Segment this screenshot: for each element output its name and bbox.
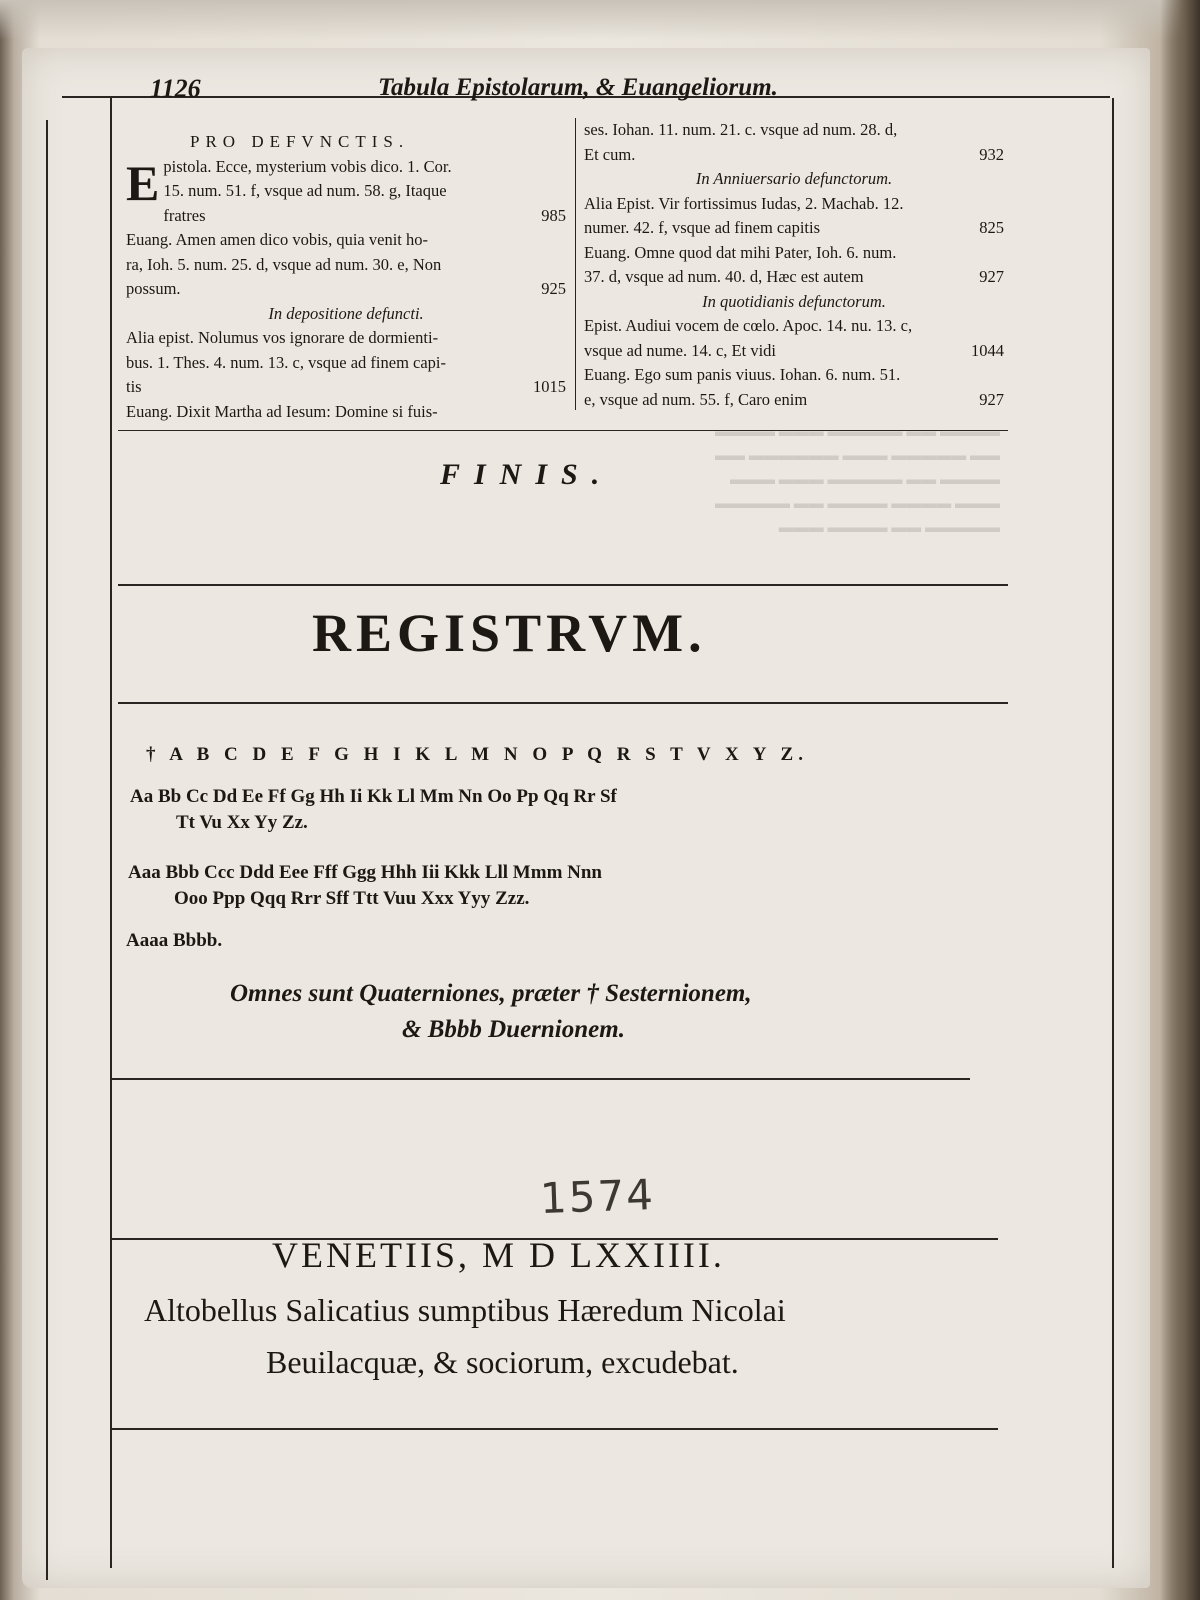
register-line: Aaaa Bbbb. [126, 930, 223, 951]
table-line: numer. 42. f, vsque ad finem capitis 825 [584, 216, 1004, 241]
table-line: fratres 985 [126, 204, 566, 229]
table-left-column [126, 130, 566, 424]
finis-heading: FINIS. [440, 458, 614, 491]
top-shadow [0, 0, 1200, 40]
collation-note: Omnes sunt Quaterniones, præter † Sesternionem, [230, 980, 752, 1007]
handwritten-number: 1574 [539, 1170, 656, 1223]
table-line: 15. num. 51. f, vsque ad num. 58. g, Itaque [163, 181, 447, 200]
register-line: Ooo Ppp Qqq Rrr Sff Ttt Vuu Xxx Yyy Zzz. [174, 888, 530, 909]
table-line: Euang. Ego sum panis viuus. Iohan. 6. num. 51. [584, 365, 901, 384]
page-ref: 985 [541, 205, 566, 225]
page-ref: 925 [541, 279, 566, 298]
table-line: e, vsque ad num. 55. f, Caro enim 927 [584, 388, 1004, 413]
register-line: Aaa Bbb Ccc Ddd Eee Fff Ggg Hhh Iii Kkk Lll Mmm Nnn [128, 862, 602, 883]
table-line: possum. 925 [126, 277, 566, 302]
table-line: vsque ad nume. 14. c, Et vidi 1044 [584, 339, 1004, 364]
table-line: tis 1015 [126, 375, 566, 400]
page-ref: 932 [979, 144, 1004, 164]
imprint-printer-line: Altobellus Salicatius sumptibus Hæredum Nicolai [144, 1292, 786, 1328]
table-line: ses. Iohan. 11. num. 21. c. vsque ad num. 28. d, [584, 120, 898, 139]
table-bottom-rule [118, 430, 1008, 431]
page-ref: 927 [979, 389, 1004, 409]
register-line: Aa Bb Cc Dd Ee Ff Gg Hh Ii Kk Ll Mm Nn Oo Pp Qq Rr Sf [130, 786, 617, 807]
table-line: Epist. Audiui vocem de cœlo. Apoc. 14. nu. 13. c, [584, 316, 913, 335]
section-heading: PRO DEFVNCTIS. [190, 132, 410, 151]
table-line: Alia epist. Nolumus vos ignorare de dormienti- [126, 328, 439, 347]
subheading: In quotidianis defunctorum. [702, 291, 886, 311]
collation-note: & Bbbb Duernionem. [402, 1016, 625, 1043]
page-number: 1126 [150, 74, 201, 103]
table-line: Euang. Amen amen dico vobis, quia venit ho- [126, 230, 428, 249]
table-right-column [584, 118, 1004, 412]
drop-cap: E [126, 154, 160, 211]
subheading: In depositione defuncti. [268, 303, 424, 323]
outer-left-rule [46, 120, 48, 1580]
rule-below-imprint [110, 1428, 998, 1430]
register-line: Tt Vu Xx Yy Zz. [176, 812, 308, 833]
table-line: Alia Epist. Vir fortissimus Iudas, 2. Machab. 12. [584, 193, 904, 213]
running-title: Tabula Epistolarum, & Euangeliorum. [378, 74, 778, 101]
table-line: bus. 1. Thes. 4. num. 13. c, vsque ad finem capi- [126, 352, 447, 372]
rule-below-registrum [118, 702, 1008, 704]
table-line: Et cum. 932 [584, 143, 1004, 168]
bleed-through: ▬▬▬▬ ▬▬ ▬▬▬▬▬ ▬▬▬ ▬▬▬▬ ▬▬ ▬▬▬▬▬ ▬▬▬ ▬▬▬▬▬▬ ▬▬ ▬▬▬▬ ▬▬ ▬▬▬▬▬ ▬▬▬ ▬▬▬ ▬▬▬ ▬▬▬▬ ▬▬▬▬ ▬▬ ▬▬▬▬▬ ▬▬▬▬▬ ▬▬ ▬▬▬▬ ▬▬▬ [715, 424, 1000, 536]
subheading: In Anniuersario defunctorum. [695, 169, 893, 188]
column-divider [575, 118, 576, 410]
imprint-place-date: VENETIIS, M D LXXIIII. [272, 1235, 725, 1275]
page-ref: 1015 [533, 377, 566, 396]
table-line: Euang. Omne quod dat mihi Pater, Ioh. 6. num. [584, 242, 897, 262]
rule-below-note [110, 1078, 970, 1080]
registrum-title: REGISTRVM. [312, 603, 707, 663]
page-ref: 1044 [971, 340, 1004, 360]
table-line: Euang. Dixit Martha ad Iesum: Domine si fuis- [126, 401, 438, 421]
rule-above-registrum [118, 584, 1008, 586]
table-line: pistola. Ecce, mysterium vobis dico. 1. Cor. [163, 156, 452, 176]
register-line: † A B C D E F G H I K L M N O P Q R S T V X Y Z. [146, 744, 808, 765]
page-ref: 825 [979, 218, 1004, 237]
table-line: 37. d, vsque ad num. 40. d, Hæc est autem 927 [584, 265, 1004, 290]
table-line: ra, Ioh. 5. num. 25. d, vsque ad num. 30. e, Non [126, 254, 442, 274]
imprint-printer-line: Beuilacquæ, & sociorum, excudebat. [266, 1344, 739, 1380]
running-header [150, 72, 1110, 102]
page-ref: 927 [979, 267, 1004, 286]
book-spine [1160, 0, 1200, 1600]
